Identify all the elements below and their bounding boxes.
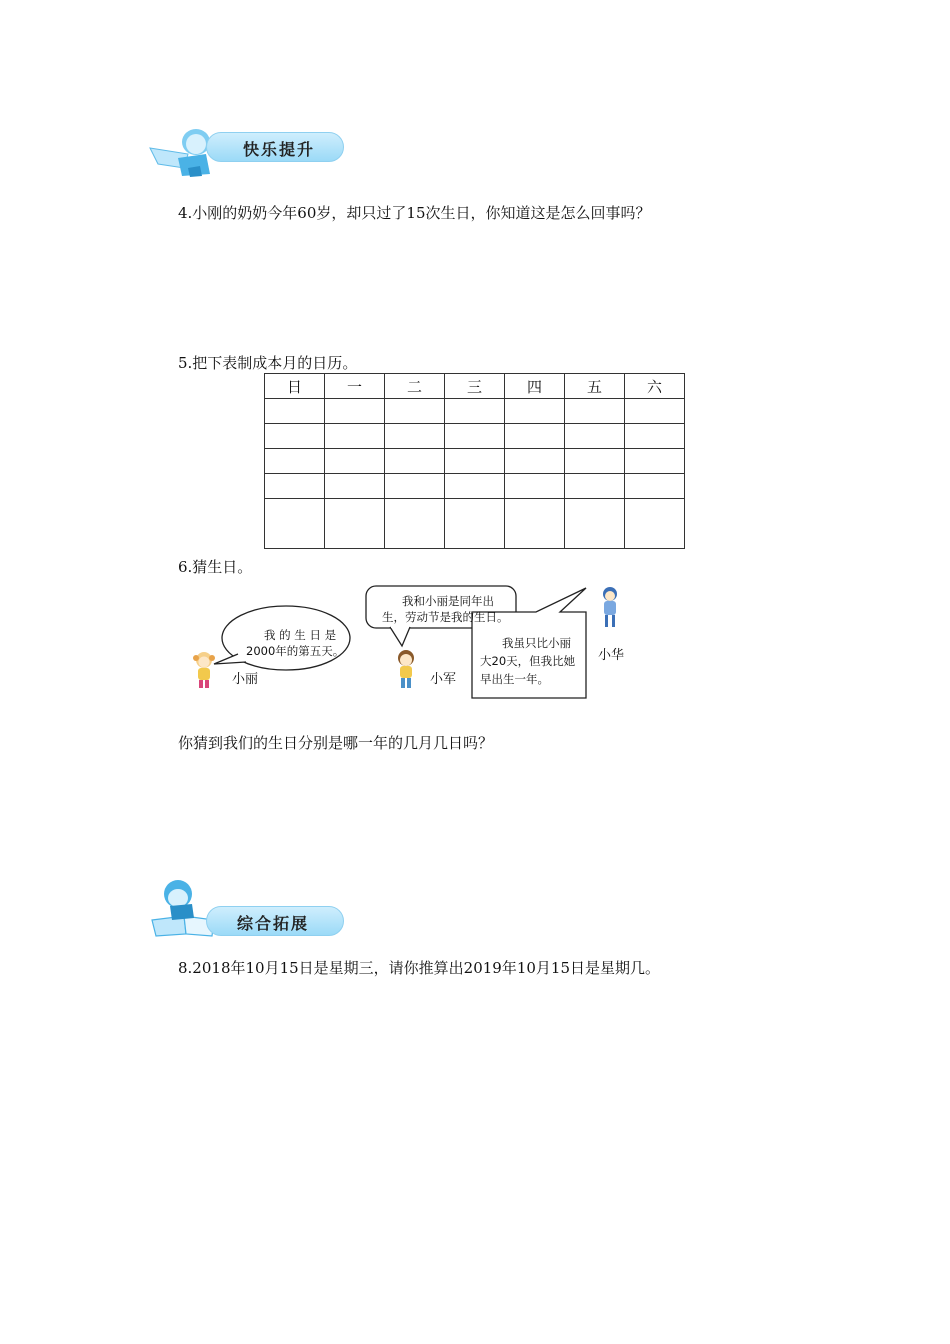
name-xiaojun: 小军 [430,672,457,687]
guess-birthday-illustration [180,582,640,702]
section-title: 综合拓展 [237,914,310,933]
xiaoli-figure [193,652,215,688]
calendar-cell[interactable] [445,499,505,549]
xiaojun-speech-line2: 生，劳动节是我的生日。 [382,610,509,624]
calendar-cell[interactable] [445,474,505,499]
xiaojun-speech-line1: 我和小丽是同年出 [402,594,494,608]
calendar-cell[interactable] [325,474,385,499]
calendar-cell[interactable] [565,399,625,424]
name-xiaohua: 小华 [598,648,625,663]
xiaojun-figure [398,650,414,688]
calendar-cell[interactable] [505,474,565,499]
calendar-cell[interactable] [565,474,625,499]
xiaohua-speech-line1: 我虽只比小丽 [502,636,571,650]
calendar-cell[interactable] [445,424,505,449]
xiaohua-figure [603,587,617,627]
calendar-cell[interactable] [265,499,325,549]
calendar-cell[interactable] [265,424,325,449]
calendar-cell[interactable] [625,499,685,549]
question-6: 6.猜生日。 [178,558,253,576]
calendar-row [265,449,685,474]
calendar-cell[interactable] [325,399,385,424]
calendar-cell[interactable] [265,449,325,474]
question-5: 5.把下表制成本月的日历。 [178,354,358,372]
question-6-followup: 你猜到我们的生日分别是哪一年的几月几日吗？ [178,734,494,752]
calendar-cell[interactable] [325,449,385,474]
calendar-header-cell: 三 [445,374,505,399]
calendar-cell[interactable] [565,424,625,449]
calendar-cell[interactable] [265,474,325,499]
calendar-row [265,424,685,449]
calendar-header-cell: 二 [385,374,445,399]
xiaohua-speech-line3: 早出生一年。 [480,672,549,686]
name-xiaoli: 小丽 [232,672,259,687]
calendar-cell[interactable] [505,399,565,424]
calendar-cell[interactable] [385,424,445,449]
calendar-header-cell: 五 [565,374,625,399]
xiaohua-speech-line2: 大20天，但我比她 [480,654,576,668]
question-8: 8.2018年10月15日是星期三，请你推算出2019年10月15日是星期几。 [178,959,661,977]
calendar-cell[interactable] [505,449,565,474]
calendar-cell[interactable] [565,449,625,474]
xiaoli-speech-line1: 我 的 生 日 是 [264,628,337,642]
calendar-cell[interactable] [445,399,505,424]
calendar-row [265,499,685,549]
calendar-cell[interactable] [325,424,385,449]
calendar-cell[interactable] [385,449,445,474]
calendar-cell[interactable] [625,474,685,499]
section-banner-happy-improve [148,128,344,162]
calendar-row [265,399,685,424]
xiaoli-speech-line2: 2000年的第五天。 [246,644,345,658]
calendar-header-cell: 日 [265,374,325,399]
calendar-cell[interactable] [505,424,565,449]
calendar-cell[interactable] [385,474,445,499]
calendar-row [265,474,685,499]
calendar-cell[interactable] [565,499,625,549]
calendar-table [264,373,685,549]
calendar-cell[interactable] [385,399,445,424]
calendar-header-cell: 一 [325,374,385,399]
calendar-cell[interactable] [625,449,685,474]
calendar-cell[interactable] [625,424,685,449]
calendar-cell[interactable] [385,499,445,549]
question-4: 4.小刚的奶奶今年60岁，却只过了15次生日，你知道这是怎么回事吗？ [178,204,651,222]
section-banner-comprehensive [148,902,344,936]
calendar-cell[interactable] [505,499,565,549]
calendar-header-cell: 四 [505,374,565,399]
calendar-cell[interactable] [265,399,325,424]
calendar-header-row [265,374,685,399]
section-title: 快乐提升 [243,140,316,159]
calendar-header-cell: 六 [625,374,685,399]
calendar-cell[interactable] [625,399,685,424]
calendar-cell[interactable] [325,499,385,549]
calendar-cell[interactable] [445,449,505,474]
